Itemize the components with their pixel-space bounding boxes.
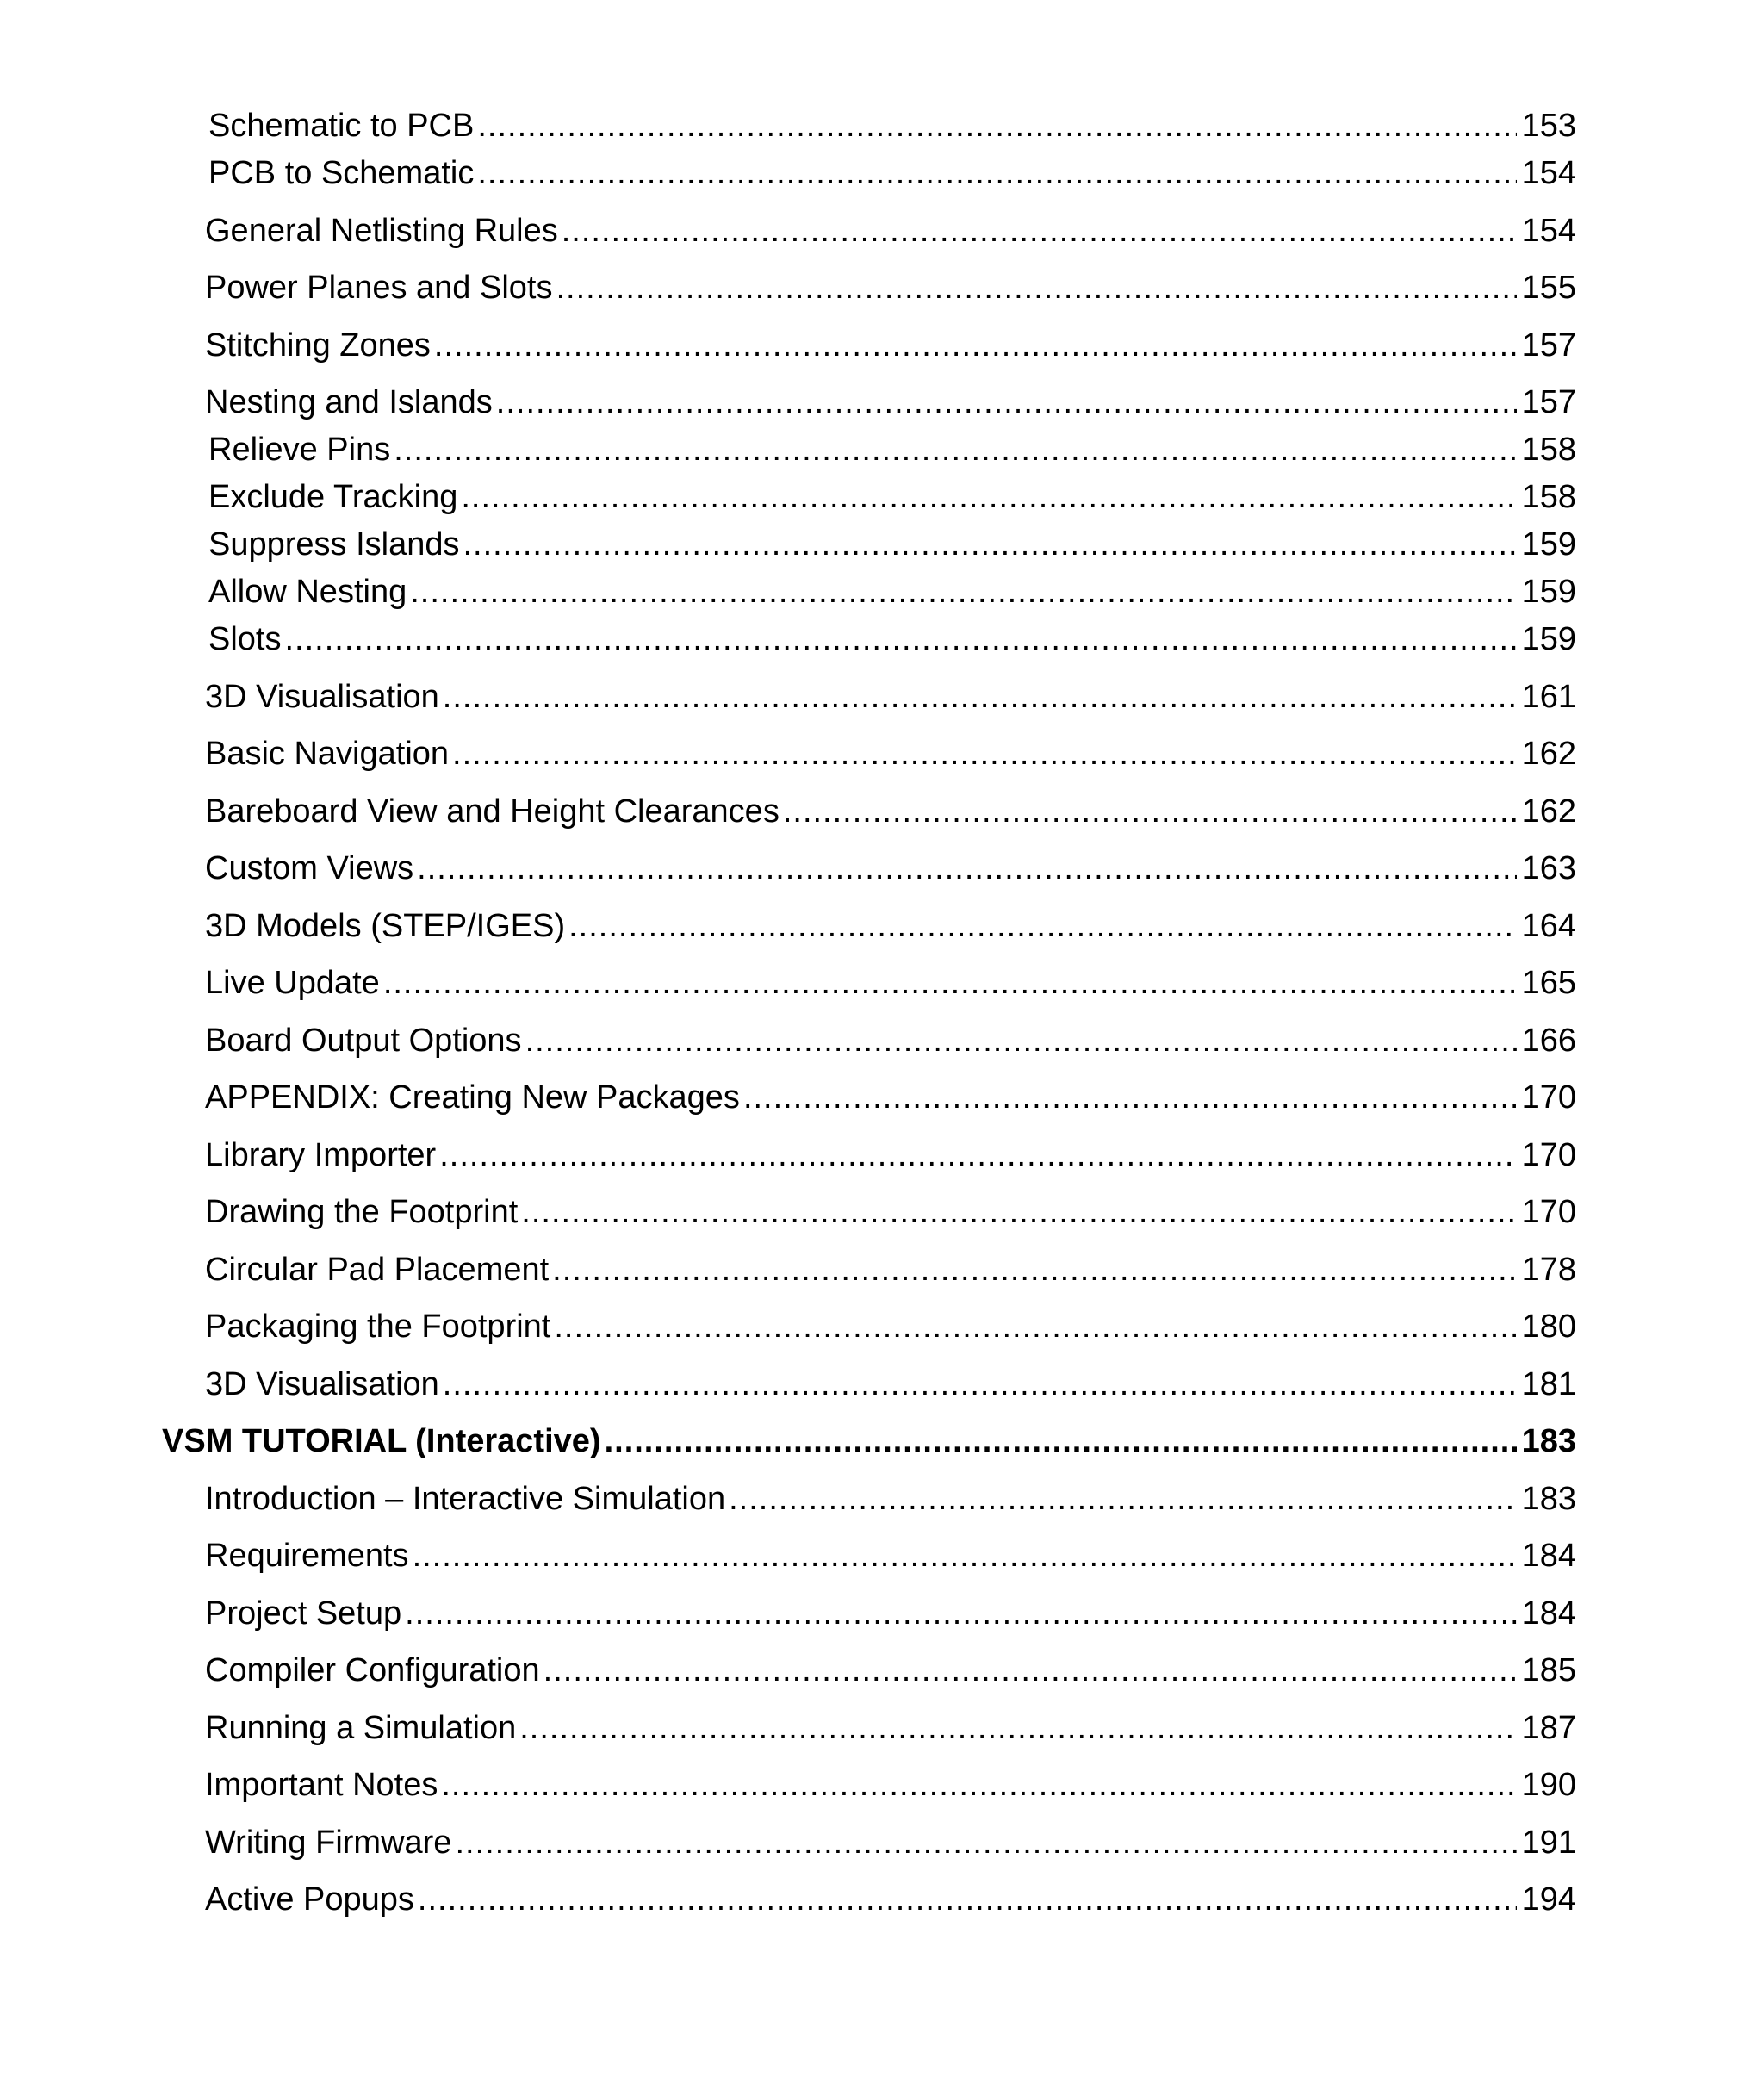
- toc-entry-schematic-to-pcb[interactable]: [208, 102, 1576, 150]
- toc-entry-title: Nesting and Islands: [205, 384, 493, 420]
- dot-leader: [405, 1589, 1516, 1638]
- dot-leader: [410, 568, 1516, 616]
- toc-entry-page: 181: [1521, 1366, 1576, 1402]
- dot-leader: [455, 1819, 1516, 1867]
- toc-entry-page: 159: [1521, 526, 1576, 563]
- toc-entry-3d-visualisation[interactable]: [205, 673, 1576, 721]
- toc-entry-compiler-configuration[interactable]: [205, 1646, 1576, 1694]
- toc-entry-suppress-islands[interactable]: [208, 520, 1576, 569]
- dot-leader: [562, 207, 1517, 255]
- dot-leader: [443, 673, 1517, 721]
- toc-entry-active-popups[interactable]: [205, 1875, 1576, 1924]
- toc-entry-page: 159: [1521, 574, 1576, 610]
- toc-entry-page: 187: [1521, 1710, 1576, 1746]
- toc-entry-page: 184: [1521, 1595, 1576, 1632]
- toc-entry-title: Library Importer: [205, 1137, 437, 1173]
- toc-entry-page: 194: [1521, 1881, 1576, 1918]
- toc-entry-title: Requirements: [205, 1538, 409, 1574]
- toc-entry-title: Important Notes: [205, 1767, 438, 1803]
- toc-entry-page: 170: [1521, 1079, 1576, 1116]
- toc-entry-page: 153: [1521, 108, 1576, 144]
- toc-entry-page: 157: [1521, 384, 1576, 420]
- toc-entry-custom-views[interactable]: [205, 844, 1576, 892]
- toc-entry-title: Live Update: [205, 965, 380, 1001]
- toc-entry-requirements[interactable]: [205, 1532, 1576, 1580]
- dot-leader: [441, 1761, 1516, 1809]
- dot-leader: [743, 1073, 1517, 1122]
- toc-entry-page: 184: [1521, 1538, 1576, 1574]
- toc-entry-title: Board Output Options: [205, 1023, 522, 1059]
- toc-entry-basic-navigation[interactable]: [205, 730, 1576, 778]
- dot-leader: [439, 1131, 1516, 1179]
- toc-entry-page: 185: [1521, 1652, 1576, 1688]
- dot-leader: [554, 1303, 1516, 1351]
- dot-leader: [394, 426, 1516, 474]
- dot-leader: [552, 1246, 1516, 1294]
- toc-entry-page: 190: [1521, 1767, 1576, 1803]
- dot-leader: [383, 959, 1517, 1007]
- dot-leader: [556, 264, 1516, 312]
- toc-entry-title: Bareboard View and Height Clearances: [205, 793, 780, 830]
- toc-entry-drawing-the-footprint[interactable]: [205, 1188, 1576, 1236]
- toc-entry-title: APPENDIX: Creating New Packages: [205, 1079, 740, 1116]
- toc-entry-title: General Netlisting Rules: [205, 213, 558, 249]
- toc-entry-pcb-to-schematic[interactable]: [208, 149, 1576, 197]
- toc-entry-page: 157: [1521, 327, 1576, 364]
- dot-leader: [434, 321, 1517, 370]
- toc-entry-title: 3D Models (STEP/IGES): [205, 908, 566, 944]
- toc-entry-stitching-zones[interactable]: [205, 321, 1576, 370]
- toc-entry-page: 162: [1521, 793, 1576, 830]
- toc-entry-appendix-creating-new-packages[interactable]: [205, 1073, 1576, 1122]
- toc-entry-title: Exclude Tracking: [208, 479, 458, 515]
- dot-leader: [413, 1532, 1517, 1580]
- dot-leader: [521, 1188, 1516, 1236]
- toc-entry-page: 158: [1521, 479, 1576, 515]
- toc-entry-writing-firmware[interactable]: [205, 1819, 1576, 1867]
- toc-entry-board-output-options[interactable]: [205, 1017, 1576, 1065]
- toc-entry-title: Stitching Zones: [205, 327, 431, 364]
- toc-entry-title: VSM TUTORIAL (Interactive): [162, 1423, 601, 1459]
- dot-leader: [477, 149, 1516, 197]
- dot-leader: [543, 1646, 1517, 1694]
- toc-entry-page: 183: [1521, 1481, 1576, 1517]
- toc-entry-title: Compiler Configuration: [205, 1652, 540, 1688]
- dot-leader: [443, 1360, 1517, 1408]
- toc-entry-running-a-simulation[interactable]: [205, 1704, 1576, 1752]
- dot-leader: [729, 1475, 1516, 1523]
- toc-entry-title: Allow Nesting: [208, 574, 407, 610]
- dot-leader: [418, 1875, 1517, 1924]
- toc-entry-title: Introduction – Interactive Simulation: [205, 1481, 726, 1517]
- toc-entry-title: Suppress Islands: [208, 526, 460, 563]
- toc-entry-introduction-interactive-simulation[interactable]: [205, 1475, 1576, 1523]
- toc-entry-library-importer[interactable]: [205, 1131, 1576, 1179]
- dot-leader: [452, 730, 1517, 778]
- toc-entry-title: Writing Firmware: [205, 1825, 452, 1861]
- toc-entry-exclude-tracking[interactable]: [208, 473, 1576, 521]
- toc-entry-vsm-tutorial[interactable]: [162, 1417, 1576, 1465]
- toc-entry-title: Slots: [208, 621, 282, 657]
- dot-leader: [463, 520, 1517, 569]
- toc-entry-general-netlisting-rules[interactable]: [205, 207, 1576, 255]
- toc-entry-slots[interactable]: [208, 615, 1576, 663]
- toc-entry-3d-visualisation-2[interactable]: [205, 1360, 1576, 1408]
- toc-entry-title: Schematic to PCB: [208, 108, 475, 144]
- toc-entry-page: 180: [1521, 1309, 1576, 1345]
- toc-entry-title: Active Popups: [205, 1881, 414, 1918]
- dot-leader: [568, 902, 1516, 950]
- dot-leader: [525, 1017, 1517, 1065]
- toc-entry-page: 165: [1521, 965, 1576, 1001]
- toc-entry-important-notes[interactable]: [205, 1761, 1576, 1809]
- toc-entry-page: 163: [1521, 850, 1576, 886]
- toc-entry-title: Packaging the Footprint: [205, 1309, 551, 1345]
- toc-entry-page: 170: [1521, 1194, 1576, 1230]
- dot-leader: [783, 787, 1517, 836]
- toc-entry-page: 170: [1521, 1137, 1576, 1173]
- toc-entry-power-planes-and-slots[interactable]: [205, 264, 1576, 312]
- toc-entry-page: 183: [1521, 1423, 1576, 1459]
- toc-entry-circular-pad-placement[interactable]: [205, 1246, 1576, 1294]
- toc-entry-page: 159: [1521, 621, 1576, 657]
- toc-entry-page: 178: [1521, 1252, 1576, 1288]
- dot-leader: [496, 378, 1517, 426]
- toc-entry-nesting-and-islands[interactable]: [205, 378, 1576, 426]
- toc-entry-title: Relieve Pins: [208, 432, 391, 468]
- dot-leader: [605, 1417, 1517, 1465]
- toc-entry-page: 154: [1521, 155, 1576, 191]
- toc-entry-page: 161: [1521, 679, 1576, 715]
- toc-entry-page: 191: [1521, 1825, 1576, 1861]
- toc-entry-page: 164: [1521, 908, 1576, 944]
- toc-entry-title: Custom Views: [205, 850, 414, 886]
- toc-entry-title: Project Setup: [205, 1595, 402, 1632]
- toc-entry-packaging-the-footprint[interactable]: [205, 1303, 1576, 1351]
- toc-entry-allow-nesting[interactable]: [208, 568, 1576, 616]
- toc-entry-title: 3D Visualisation: [205, 1366, 439, 1402]
- toc-entry-page: 154: [1521, 213, 1576, 249]
- toc-entry-page: 166: [1521, 1023, 1576, 1059]
- dot-leader: [477, 102, 1516, 150]
- toc-entry-title: 3D Visualisation: [205, 679, 439, 715]
- toc-entry-relieve-pins[interactable]: [208, 426, 1576, 474]
- toc-entry-title: Drawing the Footprint: [205, 1194, 519, 1230]
- toc-entry-title: Circular Pad Placement: [205, 1252, 550, 1288]
- toc-entry-project-setup[interactable]: [205, 1589, 1576, 1638]
- toc-entry-title: Power Planes and Slots: [205, 270, 553, 306]
- dot-leader: [284, 615, 1516, 663]
- toc-entry-bareboard-view[interactable]: [205, 787, 1576, 836]
- dot-leader: [519, 1704, 1516, 1752]
- toc-entry-page: 162: [1521, 736, 1576, 772]
- toc-entry-live-update[interactable]: [205, 959, 1576, 1007]
- dot-leader: [461, 473, 1516, 521]
- dot-leader: [417, 844, 1516, 892]
- toc-entry-title: PCB to Schematic: [208, 155, 475, 191]
- toc-entry-title: Basic Navigation: [205, 736, 450, 772]
- toc-entry-3d-models[interactable]: [205, 902, 1576, 950]
- toc-entry-page: 155: [1521, 270, 1576, 306]
- toc-entry-page: 158: [1521, 432, 1576, 468]
- toc-entry-title: Running a Simulation: [205, 1710, 517, 1746]
